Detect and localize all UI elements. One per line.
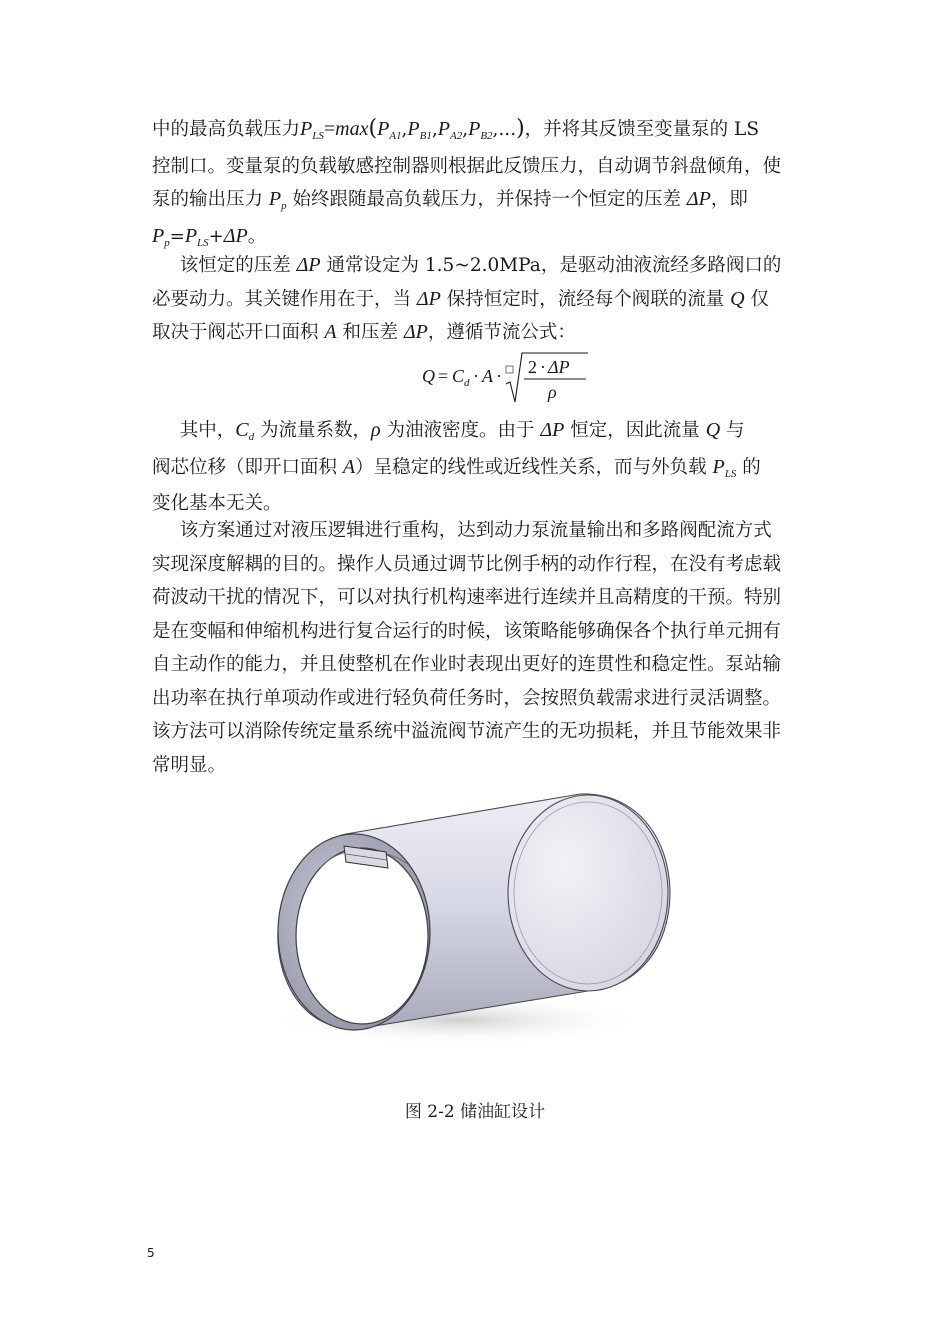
svg-text:Q: Q [422,366,435,386]
svg-text:=: = [438,366,449,386]
p4-line-1: 该方案通过对液压逻辑进行重构，达到动力泵流量输出和多路阀配流方式 [179,520,772,541]
svg-text:·: · [473,366,479,386]
p4-line-6: 出功率在执行单项动作或进行轻负荷任务时，会按照负载需求进行灵活调整。 [152,687,782,709]
svg-text:2: 2 [528,357,537,377]
p3-line-1: 其中，$C_d$ 为流量系数，ρ 为油液密度。由于 ΔP 恒定，因此流量 Q 与 [179,419,745,443]
p4-line-2: 实现深度解耦的目的。操作人员通过调节比例手柄的动作行程，在没有考虑载 [152,553,782,575]
p4-line-5: 自主动作的能力，并且使整机在作业时表现出更好的连贯性和稳定性。泵站输 [152,654,782,675]
p4-line-7: 该方法可以消除传统定量系统中溢流阀节流产生的无功损耗，并且节能效果非 [152,721,782,742]
svg-text:ΔP: ΔP [548,357,570,377]
p4-line-8: 常明显。 [152,754,227,776]
p1-line-4: $P_p=P_{LS}+\Delta P$。 [152,224,267,249]
oil-cylinder-figure [258,790,678,1050]
page-number: 5 [147,1246,155,1260]
svg-text:C: C [452,366,465,386]
paragraph-1 [152,112,804,256]
p1-line-2: 控制口。变量泵的负载敏感控制器则根据此反馈压力，自动调节斜盘倾角，使 [152,155,782,177]
p4-line-4: 是在变幅和伸缩机构进行复合运行的时候，该策略能够确保各个执行单元拥有 [152,620,782,642]
svg-text:A: A [482,366,493,386]
p3-line-2: 阀芯位移（即开口面积 A）呈稳定的线性或近线性关系，而与外负载 $P_{LS}$ 的 [152,455,761,480]
svg-text:d: d [464,377,470,389]
p2-line-3: 取决于阀芯开口面积 A 和压差 ΔP，遵循节流公式： [152,321,576,343]
p2-line-2: 必要动力。其关键作用在于，当 ΔP 保持恒定时，流经每个阀联的流量 Q 仅 [152,287,770,310]
svg-text:·: · [540,357,546,377]
p4-line-3: 荷波动干扰的情况下，可以对执行机构速率进行连续并且高精度的干预。特别 [152,587,782,608]
paragraph-3 [152,414,804,521]
svg-text:ρ: ρ [548,382,557,402]
p2-line-1: 该恒定的压差 ΔP 通常设定为 1.5~2.0MPa，是驱动油液流经多路阀口的 [179,254,782,276]
throttle-formula [420,350,590,410]
figure-caption: 图 2-2 储油缸设计 [404,1102,546,1122]
svg-text:·: · [496,366,502,386]
p1-line-3: 泵的输出压力 $P_p$ 始终跟随最高负载压力，并保持一个恒定的压差 ΔP，即 [152,188,748,212]
paragraph-2 [152,249,804,350]
paragraph-4 [152,514,804,782]
p1-line-1: 中的最高负载压力$P_{LS}=\max(P_{A1},P_{B1},P_{A2},P_{B2},...)$，并将其反馈至变量泵的 LS [152,116,760,142]
p3-line-3: 变化基本无关。 [152,493,282,514]
